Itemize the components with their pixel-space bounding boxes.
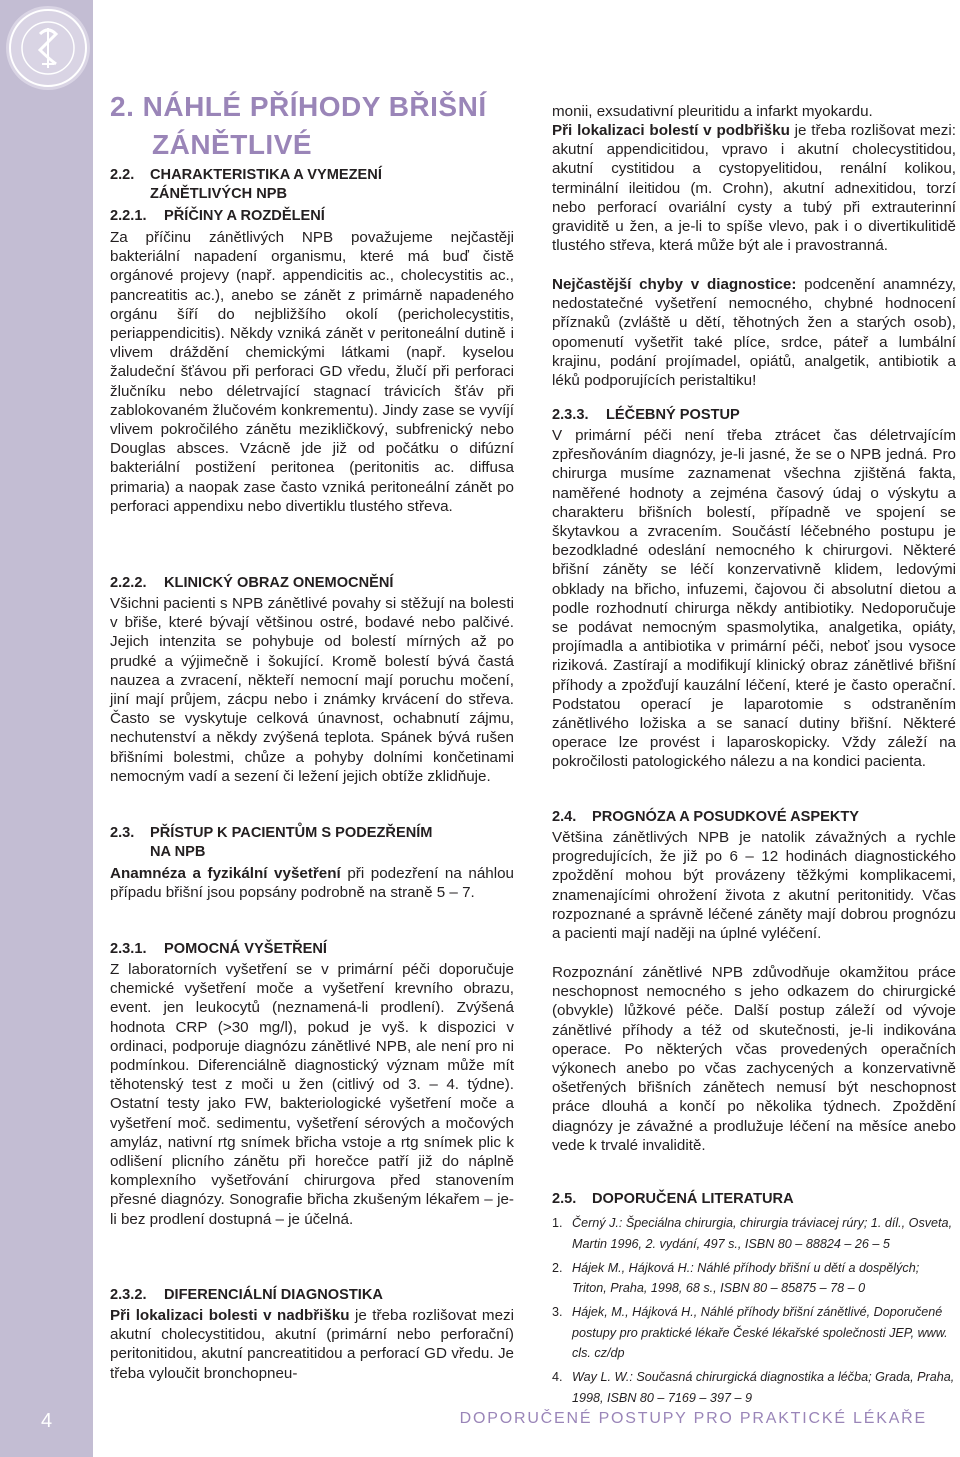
chapter-title — [110, 88, 514, 164]
item-number: 4. — [552, 1370, 563, 1385]
item-text: Hájek M., Hájková H.: Náhlé příhody břišní u dětí a dospělých; Triton, Praha, 1998, 68 s., ISBN 80 – 85875 – 78 – 0 — [572, 1260, 920, 1296]
bold-lead: Při lokalizaci bolestí v podbřišku — [552, 122, 790, 139]
heading-text: DOPORUČENÁ LITERATURA — [592, 1191, 794, 1207]
heading-2-2 — [110, 166, 514, 204]
item-number: 2. — [552, 1260, 563, 1275]
bold-lead: Anamnéza a fyzikální vyšetření — [110, 865, 341, 882]
heading-number: 2.4. — [552, 809, 577, 825]
paragraph-prognosis: Většina zánětlivých NPB je natolik závažných a rychle progredujících, že již po 6 – 12 hodinách diagnostického zpoždění mohou být provázeny těžkými komplikacemi, znamenajícími ohrožení života z akutní peritonitidy. Včas rozpoznané a správně léčené záněty mají dobrou prognózu a pacienti mají naději na úplné vyléčení. — [552, 829, 956, 943]
heading-number: 2.3.3. — [552, 407, 589, 423]
literature-item — [552, 1213, 956, 1254]
heading-text: CHARAKTERISTIKA A VYMEZENÍ — [150, 167, 382, 183]
heading-2-3-3 — [552, 406, 956, 425]
sidebar-band — [0, 0, 93, 1457]
heading-2-3 — [110, 824, 514, 862]
paragraph-common-errors — [552, 275, 956, 390]
heading-2-4 — [552, 808, 956, 827]
paragraph-diff-diagnosis — [110, 1306, 514, 1383]
heading-text-cont: NA NPB — [150, 844, 206, 861]
heading-text: PŘÍSTUP K PACIENTŮM S PODEZŘENÍM — [150, 825, 433, 841]
paragraph-text: je třeba rozlišovat mezi akutní cholecystitidou, akutní (primární nebo perforační) peritonitidou, akutní pancreatitidou a perforací GD vředu. Je třeba vyloučit bronchopneu- — [110, 1307, 514, 1382]
heading-2-5 — [552, 1190, 956, 1209]
heading-text: POMOCNÁ VYŠETŘENÍ — [164, 941, 327, 957]
page-number: 4 — [40, 1410, 53, 1432]
paragraph-treatment: V primární péči není třeba ztrácet čas déletrvajícím zpřesňováním diagnózy, je-li jasné, že se o NPB jedná. Pro chirurga musíme zaznamenat všechna zjištěná fakta, naměřené hodnoty a zejména časový údaj o výskytu a charakteru břišních bolestí, případně ve spojení se škytavkou a zvracením. Součástí léčebného postupu je bezodkladné odeslání nemocného k chirurgovi. Některé břišní záněty se léčí konzervativně klidem, ledovými obklady na břicho, infuzemi, čajovou či absolutní dietou a podle rozhodnutí chirurga někdy antibiotiky. Nedoporučuje se podávat nemocným spasmolytika, analgetika, opiáty, projímadla a antibiotika v primární péči, neboť jsou vysoce riziková. Zastírají a modifikují klinický obraz zánětlivé břišní příhody a zpožďují kauzální léčení, které je často operační. Podstatou operací je laparotomie s odstraněním zánětlivého ložiska a se sanací dutiny břišní. Některé operace lze provést i laparoskopicky. Vždy záleží na pokročilosti patologického nálezu a na kondici pacienta. — [552, 427, 956, 771]
item-text: Way L. W.: Současná chirurgická diagnostika a léčba; Grada, Praha, 1998, ISBN 80 – 7169 – 397 – 9 — [572, 1370, 955, 1405]
heading-number: 2.3.2. — [110, 1287, 147, 1303]
item-number: 1. — [552, 1216, 563, 1230]
paragraph-text: při podezření na náhlou případu břišní jsou popsány podrobně na straně 5 – 7. — [110, 865, 514, 902]
heading-number: 2.3. — [110, 825, 135, 841]
literature-item — [552, 1258, 956, 1299]
bold-lead: Nejčastější chyby v diagnostice: — [552, 276, 797, 293]
literature-item — [552, 1302, 956, 1364]
heading-text: PROGNÓZA A POSUDKOVÉ ASPEKTY — [592, 809, 860, 825]
heading-text-cont: ZÁNĚTLIVÝCH NPB — [150, 186, 288, 203]
paragraph-anamnesis — [110, 864, 514, 902]
heading-text: DIFERENCIÁLNÍ DIAGNOSTIKA — [164, 1287, 383, 1303]
item-text: Hájek, M., Hájková H., Náhlé příhody břišní zánětlivé, Doporučené postupy pro praktické lékaře České lékařské společnosti JEP, www. cls. cz/dp — [572, 1305, 948, 1361]
literature-list — [552, 1213, 956, 1412]
heading-number: 2.3.1. — [110, 941, 147, 957]
heading-2-2-1 — [110, 207, 514, 226]
paragraph-text: podcenění anamnézy, nedostatečné vyšetření nemocného, chybné hodnocení příznaků (zvláště u dětí, těhotných žen a starých osob), opomenutí vyšetřit také plíce, srdce, páteř a lumbální krajinu, podání projímadel, opiátů, analgetik, antibiotik a léků podporujících peristaltiku! — [552, 276, 957, 390]
running-footer: DOPORUČENÉ POSTUPY PRO PRAKTICKÉ LÉKAŘE — [459, 1410, 927, 1427]
paragraph-lower-abdomen — [552, 121, 956, 255]
heading-text: KLINICKÝ OBRAZ ONEMOCNĚNÍ — [164, 575, 394, 591]
heading-text: LÉČEBNÝ POSTUP — [606, 407, 740, 423]
heading-2-3-1 — [110, 940, 514, 959]
item-text: Černý J.: Špeciálna chirurgia, chirurgia tráviacej rúry; 1. díl., Osveta, Martin 1996, 2. vydání, 497 s., ISBN 80 – 88824 – 26 – 5 — [572, 1216, 953, 1251]
heading-number: 2.2. — [110, 167, 135, 183]
item-number: 3. — [552, 1305, 563, 1320]
paragraph-work-capacity: Rozpoznání zánětlivé NPB zdůvodňuje okamžitou práce neschopnost nemocného s jeho odkazem do chirurgické (obvykle) lůžkové péče. Další postup záleží od vývoje zánětlivé příhody a též od skutečnosti, je-li indikována operace. Po některých včas provedených operačních výkonech anebo po včas zachycených a konzervativně ošetřených břišních zánětech nemusí být neschopnost práce dlouhá a končí po několika týdnech. Zpoždění diagnózy je závažné a prodlužuje léčení na měsíce anebo vede k trvalé invaliditě. — [552, 964, 956, 1154]
heading-text: PŘÍČINY A ROZDĚLENÍ — [164, 208, 325, 224]
paragraph-text: je třeba rozlišovat mezi: akutní appendicitidou, vpravo i akutní cholecystitidou, akutní cystitidou a cystopyelitidou, renální kolikou, terminální ileitidou (m. Crohn), akutní adnexitidou, torzí nebo perforací ovariální cysty a tubý při extrauterinní graviditě u žen, a je-li to spíše vlevo, pak i o divertikulitidě tlustého střeva, která může být ale i pravostranná. — [552, 122, 956, 255]
paragraph-clinical: Všichni pacienti s NPB zánětlivé povahy si stěžují na bolesti v břiše, které bývají většinou ostré, bodavé nebo palčivé. Jejich intenzita se pohybuje od bolestí mírných až po prudké a výjimečně i šokující. Kromě bolestí bývá častá nauzea a zvracení, někteří nemocní mají poruchu močení, jiní mají průjem, zácpu nebo i známky krvácení do střeva. Často se vyskytuje celková únavnost, ochabnutí zájmu, nechutenství a někdy zvýšená teplota. Spánek bývá rušen břišními bolestmi, chůze a pohyby dolními končetinami nemocným vadí a sezení či ležení jejich obtíže zklidňuje. — [110, 595, 514, 785]
chapter-title-line-1: 2. NÁHLÉ PŘÍHODY BŘIŠNÍ — [110, 91, 487, 122]
heading-number: 2.2.1. — [110, 208, 147, 224]
paragraph-causes: Za příčinu zánětlivých NPB považujeme nejčastěji bakteriální napadení organismu, které má buď čistě orgánové projevy (např. appendicitis ac., cholecystitis ac., pancreatitis ac.), anebo se zánět z primárně napadeného orgánu šíří do nejbližšího okolí (pericholecystitis, periappendicitis). Někdy vzniká zánět v peritoneální dutině i vlivem dráždění chemickými látkami (např. kyselou žaludeční šťávou při perforaci GD vředu, žlučí při perforaci žlučníku nebo déletrvající stagnací trávicích šťáv při zablokovaném žlučovém konkrementu). Jindy zase se vyvíjí vlivem pokročilého zánětu mezikličkový, subfrenický nebo Douglas absces. Vzácně jde již od počátku o difúzní bakteriální postižení peritonea (peritonitis ac. diffusa primaria) a naopak zase často vzniká peritoneální zánět po perforaci appendixu nebo divertiklu tlustého střeva. — [110, 229, 514, 515]
paragraph-continuation: monii, exsudativní pleuritidu a infarkt myokardu. — [552, 103, 873, 120]
heading-number: 2.5. — [552, 1191, 577, 1207]
chapter-title-line-2: ZÁNĚTLIVÉ — [152, 129, 313, 160]
bold-lead: Při lokalizaci bolesti v nadbřišku — [110, 1307, 350, 1324]
literature-item — [552, 1367, 956, 1408]
seal-graphic — [6, 6, 90, 90]
heading-2-2-2 — [110, 574, 514, 593]
society-seal-icon — [6, 6, 90, 90]
heading-2-3-2 — [110, 1286, 514, 1305]
paragraph-lab-tests: Z laboratorních vyšetření se v primární péči doporučuje chemické vyšetření moče a vyšetření krevního obrazu, event. jen leukocytů (neznamená-li prodlení). Zvýšená hodnota CRP (>30 mg/l), pokud je vyš. k dispozici v ordinaci, podporuje diagnózu zánětlivé NPB, ale není pro ni podmínkou. Diferenciálně diagnostický význam může mít těhotenský test z moči u žen (citlivý od 3. – 4. týdne). Ostatní testy jako FW, bakteriologické vyšetření moče a vyšetření moč. sedimentu, vyšetření sérových a močových amyláz, nativní rtg snímek břicha vstoje a rtg snímek plic k odlišení plicního zánětu při horečce patří již do náplně komplexního vyšetřování chirurgova před stanovením přesné diagnózy. Sonografie břicha zkušeným lékařem – je-li bez prodlení dostupná – je účelná. — [110, 961, 514, 1228]
heading-number: 2.2.2. — [110, 575, 147, 591]
